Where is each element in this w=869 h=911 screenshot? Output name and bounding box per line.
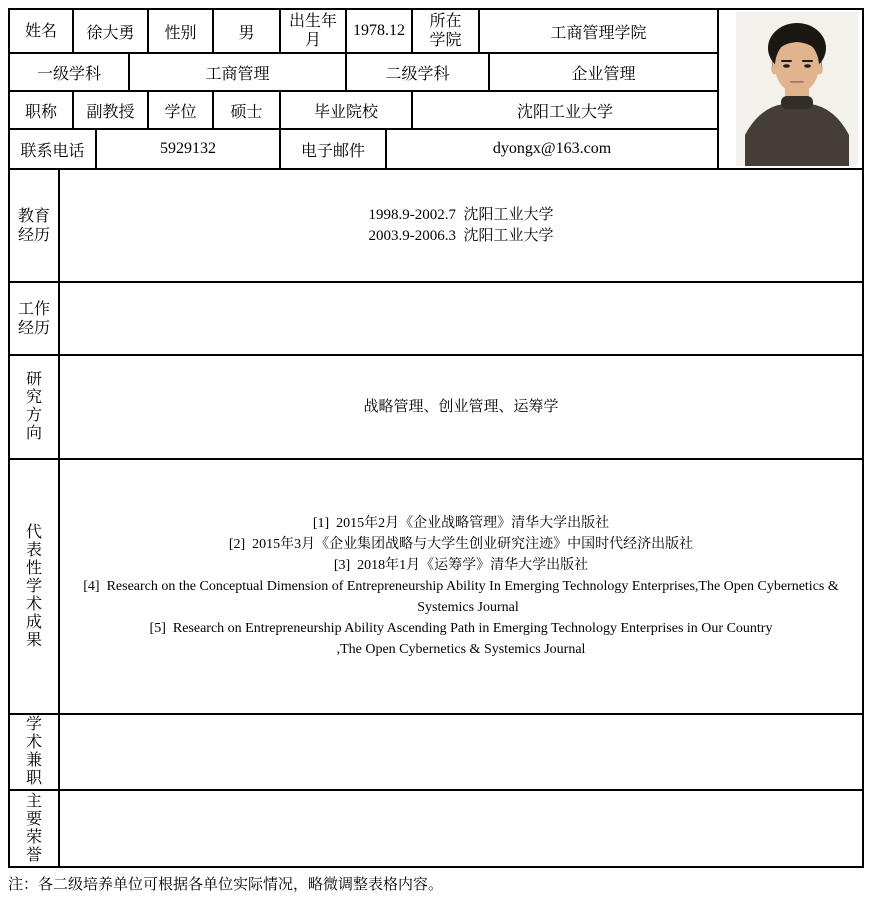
professional-title-value: 副教授 <box>73 91 148 129</box>
photo-collar <box>781 96 813 109</box>
photo-eyebrow-left <box>781 60 792 62</box>
text-line: [4] Research on the Conceptual Dimension of Entrepreneurship Ability In Emerging Technology Enterprises,The Open Cybernetics & <box>83 579 839 594</box>
publications-content <box>59 459 863 714</box>
education-lines <box>60 205 862 247</box>
publications-row <box>9 459 863 714</box>
portrait-photo <box>736 12 858 166</box>
publications-label: 代表性学术成果 <box>9 459 59 714</box>
research-interests-row <box>9 355 863 459</box>
research-interests-content <box>59 355 863 459</box>
degree-value: 硕士 <box>213 91 280 129</box>
work-experience-row <box>9 282 863 355</box>
research-interests-lines <box>60 397 862 418</box>
photo-eyebrow-right <box>802 60 813 62</box>
email-label: 电子邮件 <box>280 129 386 169</box>
research-interests-label: 研究方向 <box>9 355 59 459</box>
text-line: [3] 2018年1月《运筹学》清华大学出版社 <box>333 558 589 573</box>
name-value: 徐大勇 <box>73 9 148 53</box>
college-value: 工商管理学院 <box>479 9 718 53</box>
major-honors-label: 主要荣誉 <box>9 790 59 867</box>
text-line: Systemics Journal <box>417 600 519 615</box>
first-level-discipline-label: 一级学科 <box>9 53 129 91</box>
second-level-discipline-label: 二级学科 <box>346 53 489 91</box>
academic-positions-content <box>59 714 863 790</box>
birth-date-value: 1978.12 <box>346 9 412 53</box>
text-line: ,The Open Cybernetics & Systemics Journal <box>336 642 586 657</box>
resume-table <box>8 8 864 868</box>
major-honors-content <box>59 790 863 867</box>
work-experience-label: 工作经历 <box>9 282 59 355</box>
graduate-school-value: 沈阳工业大学 <box>412 91 718 129</box>
text-line: 战略管理、创业管理、运筹学 <box>363 398 559 415</box>
graduate-school-label: 毕业院校 <box>280 91 412 129</box>
education-content <box>59 169 863 282</box>
text-line: [5] Research on Entrepreneurship Ability Ascending Path in Emerging Technology Enterprises in Our Country <box>149 621 773 636</box>
education-label: 教育经历 <box>9 169 59 282</box>
photo-eye-right <box>804 64 811 67</box>
photo-face <box>775 39 819 93</box>
college-label: 所在学院 <box>412 9 479 53</box>
text-line: 1998.9-2002.7 沈阳工业大学 <box>368 206 554 223</box>
gender-label: 性别 <box>148 9 213 53</box>
footer-note: 注：各二级培养单位可根据各单位实际情况，略微调整表格内容。 <box>8 877 444 893</box>
first-level-discipline-value: 工商管理 <box>129 53 346 91</box>
photo-cell <box>718 9 863 169</box>
education-row <box>9 169 863 282</box>
phone-label: 联系电话 <box>9 129 96 169</box>
name-label: 姓名 <box>9 9 73 53</box>
header-row-1 <box>9 9 863 53</box>
major-honors-row <box>9 790 863 867</box>
email-value: dyongx@163.com <box>386 129 718 169</box>
phone-value: 5929132 <box>96 129 280 169</box>
academic-positions-row <box>9 714 863 790</box>
gender-value: 男 <box>213 9 280 53</box>
text-line: [2] 2015年3月《企业集团战略与大学生创业研究注迹》中国时代经济出版社 <box>228 537 694 552</box>
photo-eye-left <box>783 64 790 67</box>
birth-date-label: 出生年月 <box>280 9 346 53</box>
degree-label: 学位 <box>148 91 213 129</box>
academic-positions-label: 学术兼职 <box>9 714 59 790</box>
professional-title-label: 职称 <box>9 91 73 129</box>
text-line: [1] 2015年2月《企业战略管理》清华大学出版社 <box>312 516 610 531</box>
publications-lines <box>60 513 862 660</box>
photo-mouth <box>790 81 804 83</box>
second-level-discipline-value: 企业管理 <box>489 53 718 91</box>
work-experience-content <box>59 282 863 355</box>
text-line: 2003.9-2006.3 沈阳工业大学 <box>368 227 554 244</box>
